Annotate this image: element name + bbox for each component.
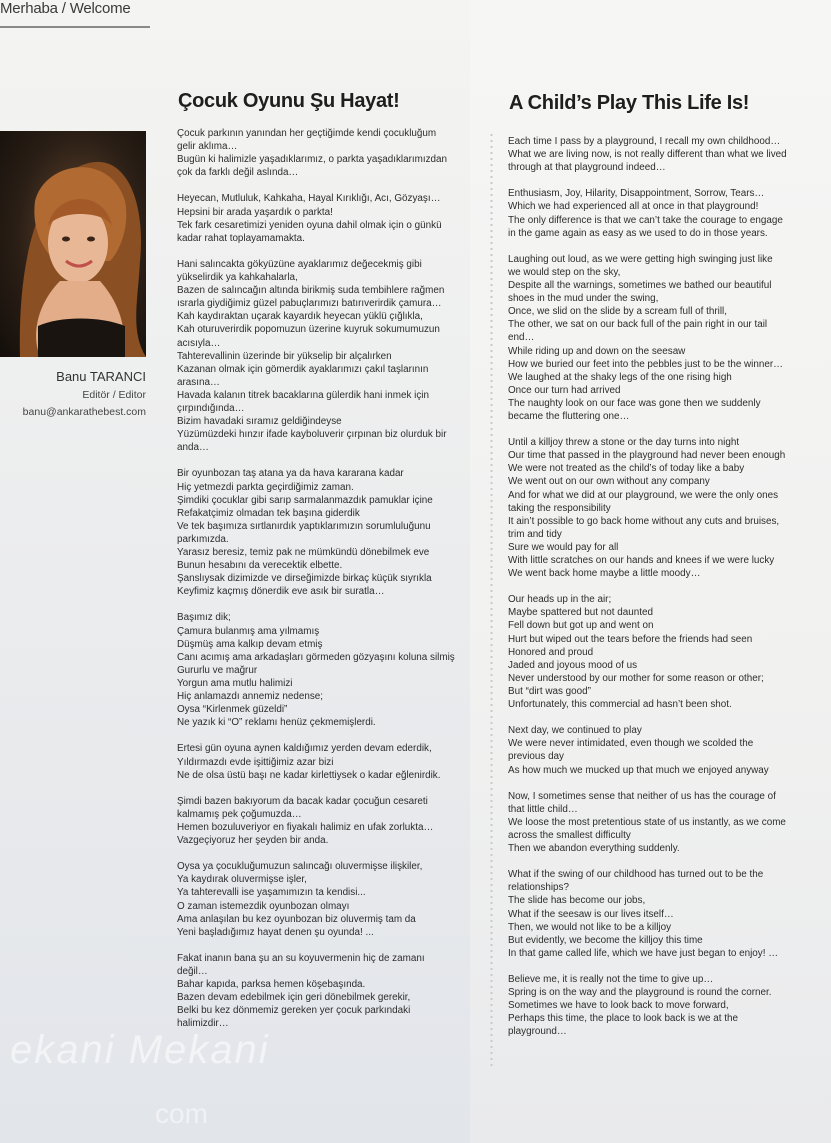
article-line: Once our turn had arrived xyxy=(508,384,621,396)
article-line: Düşmüş ama kalkıp devam etmiş xyxy=(177,638,323,650)
article-line: çırpındığında… xyxy=(177,402,245,414)
author-photo xyxy=(0,131,146,357)
header-divider xyxy=(0,26,150,28)
article-line: O zaman istemezdik oyunbozan olmayı xyxy=(177,900,350,912)
article-line: Believe me, it is really not the time to give up… xyxy=(508,974,714,985)
watermark-text: ekani Mekani xyxy=(10,1028,270,1072)
article-line: through at that playground indeed… xyxy=(508,162,666,174)
article-line: It ain’t possible to go back home without any cuts and bruises, xyxy=(508,515,780,527)
article-line: As how much we mucked up that much we enjoyed anyway xyxy=(508,764,769,776)
article-line: Başımız dik; xyxy=(177,612,231,624)
article-line: Hiç anlamazdı annemiz nedense; xyxy=(177,691,324,703)
turkish-article-body xyxy=(177,127,477,1044)
article-line: acısıyla… xyxy=(177,337,221,349)
author-role: Editör / Editor xyxy=(82,389,146,401)
article-line: Kazanan olmak için gömerdik ayaklarımızı çakıl taşlarının xyxy=(177,363,429,375)
article-line: end… xyxy=(508,332,535,344)
article-paragraph xyxy=(508,253,824,423)
article-line: Kah oturuverirdik popomuzun üzerine kuyruk sokumumuzun xyxy=(177,324,440,336)
article-line: Çamura bulanmış ama yılmamış xyxy=(177,625,320,637)
article-line: Gururlu ve mağrur xyxy=(177,664,258,676)
article-paragraph xyxy=(177,611,477,729)
article-line: Jaded and joyous mood of us xyxy=(508,659,638,671)
article-paragraph xyxy=(177,467,477,598)
article-line: Oysa “Kirlenmek güzeldi” xyxy=(177,704,288,716)
article-line: Our heads up in the air; xyxy=(508,594,612,606)
article-line: Bahar kapıda, parksa hemen köşebaşında. xyxy=(177,979,366,991)
article-line: Yarasız beresiz, temiz pak ne mümkündü dönebilmek eve xyxy=(177,547,430,558)
article-line: Hemen bozuluveriyor en fiyakalı halimiz en ufak zorlukta… xyxy=(177,821,434,833)
article-line: We laughed at the shaky legs of the one rising high xyxy=(508,371,732,383)
article-line: Tahterevallinin üzerinde bir yükselip bir alçalırken xyxy=(177,350,392,362)
article-line: shoes in the mud under the swing, xyxy=(508,293,659,305)
article-line: Bugün ki halimizle yaşadıklarımız, o parkta yaşadıklarımızdan xyxy=(177,154,448,166)
article-line: anda… xyxy=(177,442,209,454)
article-line: became the fluttering one… xyxy=(508,410,630,422)
article-line: Sometimes we have to look back to move forward, xyxy=(508,1000,729,1012)
turkish-title: Çocuk Oyunu Şu Hayat! xyxy=(178,90,400,112)
article-line: Bir oyunbozan taş atana ya da hava kararana kadar xyxy=(177,468,404,480)
article-line: Şimdiki çocuklar gibi sarıp sarmalanmazdık pamuklar içine xyxy=(177,494,433,506)
article-line: kalmamış pek çoğumuzda… xyxy=(177,808,302,820)
article-line: Which we had experienced all at once in that playground! xyxy=(508,201,759,213)
article-line: We loose the most pretentious state of us instantly, as we come xyxy=(508,816,786,828)
article-line: How we buried our feet into the pebbles just to be the winner… xyxy=(508,358,784,370)
article-line: Yeni başladığımız hayat denen şu oyunda! ... xyxy=(177,926,374,938)
article-line: değil… xyxy=(177,966,208,977)
article-line: While riding up and down on the seesaw xyxy=(508,345,686,357)
article-line: taking the responsibility xyxy=(508,502,611,514)
article-line: And for what we did at our playground, we were the only ones xyxy=(508,489,779,501)
article-paragraph xyxy=(177,127,477,179)
article-line: Bizim havadaki sıramız geldiğindeyse xyxy=(177,416,342,428)
article-paragraph xyxy=(508,790,824,855)
article-paragraph xyxy=(177,952,477,1031)
article-line: we would step on the sky, xyxy=(508,266,621,278)
article-paragraph xyxy=(508,868,824,960)
article-line: Vazgeçiyoruz her şeyden bir anda. xyxy=(177,835,329,847)
article-paragraph xyxy=(177,795,477,847)
article-line: But evidently, we become the killjoy this time xyxy=(508,934,703,946)
article-line: Fell down but got up and went on xyxy=(508,620,654,632)
article-paragraph xyxy=(508,593,824,711)
article-line: Hiç yetmezdi parkta geçirdiğimiz zaman. xyxy=(177,481,354,493)
article-line: Ya tahterevalli ise yaşamımızın ta kendisi... xyxy=(177,887,366,899)
article-line: kadar rahat toplayamamakta. xyxy=(177,232,305,244)
article-paragraph xyxy=(508,187,824,239)
article-line: Ve tek başımıza sırtlanırdık yaptıklarımızın sorumluluğunu xyxy=(177,520,431,532)
watermark-text-bottom: com xyxy=(155,1098,208,1129)
article-line: The other, we sat on our back full of the pain right in our tail xyxy=(508,319,768,331)
article-line: across the smallest difficulty xyxy=(508,829,631,841)
article-line: Bazen devam edebilmek için geri dönebilmek gerekir, xyxy=(177,992,411,1004)
article-line: Despite all the warnings, sometimes we bathed our beautiful xyxy=(508,280,772,292)
article-line: Laughing out loud, as we were getting high swinging just like xyxy=(508,253,773,265)
article-line: Then, we would not like to be a killjoy xyxy=(508,921,672,933)
article-line: Bazen de salıncağın altında birikmiş suda tembihlere rağmen xyxy=(177,285,445,297)
article-line: Enthusiasm, Joy, Hilarity, Disappointment, Sorrow, Tears… xyxy=(508,188,765,200)
article-line: Canı acımış ama arkadaşları görmeden gözyaşını koluna silmiş xyxy=(177,651,455,663)
column-divider xyxy=(490,132,493,1070)
article-line: in the game again as easy as we used to do in those years. xyxy=(508,227,768,239)
article-line: Hani salıncakta gökyüzüne ayaklarımız değecekmiş gibi xyxy=(177,258,422,270)
author-name: Banu TARANCI xyxy=(56,369,146,384)
article-line: arasına… xyxy=(177,376,220,388)
article-line: Şanslıysak dizimizde ve dirseğimizde birkaç küçük sıyrıkla xyxy=(177,573,432,585)
article-line: Ama anlaşılan bu kez oyunbozan biz oluvermiş tam da xyxy=(177,913,416,925)
article-line: Heyecan, Mutluluk, Kahkaha, Hayal Kırıklığı, Acı, Gözyaşı… xyxy=(177,193,441,205)
article-line: But “dirt was good” xyxy=(508,685,591,697)
article-line: Kah kaydıraktan uçarak kayardık heyecan yüklü çığlıkla, xyxy=(177,311,423,323)
article-line: Our time that passed in the playground had never been enough xyxy=(508,450,786,462)
article-line: Now, I sometimes sense that neither of us has the courage of xyxy=(508,790,776,802)
article-line: Şimdi bazen bakıyorum da bacak kadar çocuğun cesareti xyxy=(177,795,428,807)
article-line: Havada kalanın titrek bacaklarına gülerdik hani inmek için xyxy=(177,389,429,401)
article-line: Ya kaydırak oluvermişse işler, xyxy=(177,874,307,886)
article-line: Yüzümüzdeki hınzır ifade kayboluverir çırpınan biz olurduk bir xyxy=(177,429,447,441)
article-line: What if the swing of our childhood has turned out to be the xyxy=(508,869,764,881)
article-line: Maybe spattered but not daunted xyxy=(508,607,653,619)
article-line: We went out on our own without any company xyxy=(508,476,710,488)
section-header: Merhaba / Welcome xyxy=(0,0,131,17)
article-line: Hurt but wiped out the tears before the friends had seen xyxy=(508,633,753,645)
english-article-body xyxy=(508,135,824,1052)
article-line: Honored and proud xyxy=(508,646,594,658)
article-line: Each time I pass by a playground, I recall my own childhood… xyxy=(508,136,781,147)
article-line: Next day, we continued to play xyxy=(508,725,642,737)
article-paragraph xyxy=(177,860,477,939)
article-line: trim and tidy xyxy=(508,528,562,540)
article-line: Tek fark cesaretimizi yeniden oyuna dahil olmak için o günkü xyxy=(177,219,442,231)
article-paragraph xyxy=(508,135,824,174)
article-line: Yıldırmazdı evde işittiğimiz azar bizi xyxy=(177,756,334,768)
author-email: banu@ankarathebest.com xyxy=(22,406,146,418)
article-line: Oysa ya çocukluğumuzun salıncağı oluvermişse ilişkiler, xyxy=(177,861,423,873)
article-line: Spring is on the way and the playground is round the corner. xyxy=(508,987,772,999)
article-line: In that game called life, which we have just began to enjoy! … xyxy=(508,947,779,959)
article-line: Keyfimiz kaçmış dönerdik eve asık bir suratla… xyxy=(177,586,385,598)
article-line: relationships? xyxy=(508,882,569,894)
article-line: Ne de olsa üstü başı ne kadar kirlettiysek o kadar eğlenirdik. xyxy=(177,769,441,781)
article-line: Bunun hesabını da verecektik elbette. xyxy=(177,560,343,572)
article-paragraph xyxy=(177,742,477,781)
article-line: Çocuk parkının yanından her geçtiğimde kendi çocukluğum xyxy=(177,128,437,139)
article-line: previous day xyxy=(508,751,564,763)
article-line: The naughty look on our face was gone then we suddenly xyxy=(508,397,761,409)
article-line: We were not treated as the child’s of today like a baby xyxy=(508,463,745,475)
article-line: Until a killjoy threw a stone or the day turns into night xyxy=(508,437,740,449)
article-line: Ertesi gün oyuna aynen kaldığımız yerden devam ederdik, xyxy=(177,743,432,755)
article-line: The slide has become our jobs, xyxy=(508,895,646,907)
english-title: A Child’s Play This Life Is! xyxy=(509,92,750,114)
article-line: Once, we slid on the slide by a scream full of thrill, xyxy=(508,306,727,318)
article-line: Then we abandon everything suddenly. xyxy=(508,843,680,855)
article-paragraph xyxy=(508,436,824,580)
article-paragraph xyxy=(508,724,824,776)
article-line: Perhaps this time, the place to look back is we at the xyxy=(508,1013,738,1025)
article-line: gelir aklıma… xyxy=(177,141,238,153)
article-line: Refakatçimiz olmadan tek başına giderdik xyxy=(177,507,360,519)
article-line: With little scratches on our hands and knees if we were lucky xyxy=(508,555,775,566)
article-line: playground… xyxy=(508,1026,567,1038)
article-paragraph xyxy=(177,192,477,244)
article-line: We were never intimidated, even though we scolded the xyxy=(508,738,754,750)
article-paragraph xyxy=(508,973,824,1038)
article-line: Never understood by our mother for some reason or other; xyxy=(508,672,764,684)
article-line: Yorgun ama mutlu halimizi xyxy=(177,677,293,689)
article-line: halimizdir… xyxy=(177,1018,229,1030)
article-line: parkımızda. xyxy=(177,533,229,545)
article-line: What if the seesaw is our lives itself… xyxy=(508,908,674,920)
article-line: Unfortunately, this commercial ad hasn’t been shot. xyxy=(508,699,732,711)
article-line: Ne yazık ki “O” reklamı henüz çekmemişlerdi. xyxy=(177,717,376,729)
article-line: Belki bu kez dönmemiz gereken yer çocuk parkındaki xyxy=(177,1005,411,1017)
article-line: Hepsini bir arada yaşardık o parkta! xyxy=(177,206,333,218)
article-line: Sure we would pay for all xyxy=(508,541,619,553)
article-line: that little child… xyxy=(508,803,578,815)
article-paragraph xyxy=(177,258,477,454)
article-line: We went back home maybe a little moody… xyxy=(508,568,701,580)
article-line: ısrarla giydiğimiz güzel pabuçlarımızı batırıverirdik çamura… xyxy=(177,298,442,310)
article-line: yükselirdik ya kahkahalarla, xyxy=(177,272,298,284)
article-line: Fakat inanın bana şu an su koyuvermenin hiç de zamanı xyxy=(177,952,425,964)
article-line: çok da farklı değil aslında… xyxy=(177,167,299,179)
article-line: What we are living now, is not really different than what we lived xyxy=(508,149,787,161)
article-line: The only difference is that we can’t take the courage to engage xyxy=(508,214,783,226)
